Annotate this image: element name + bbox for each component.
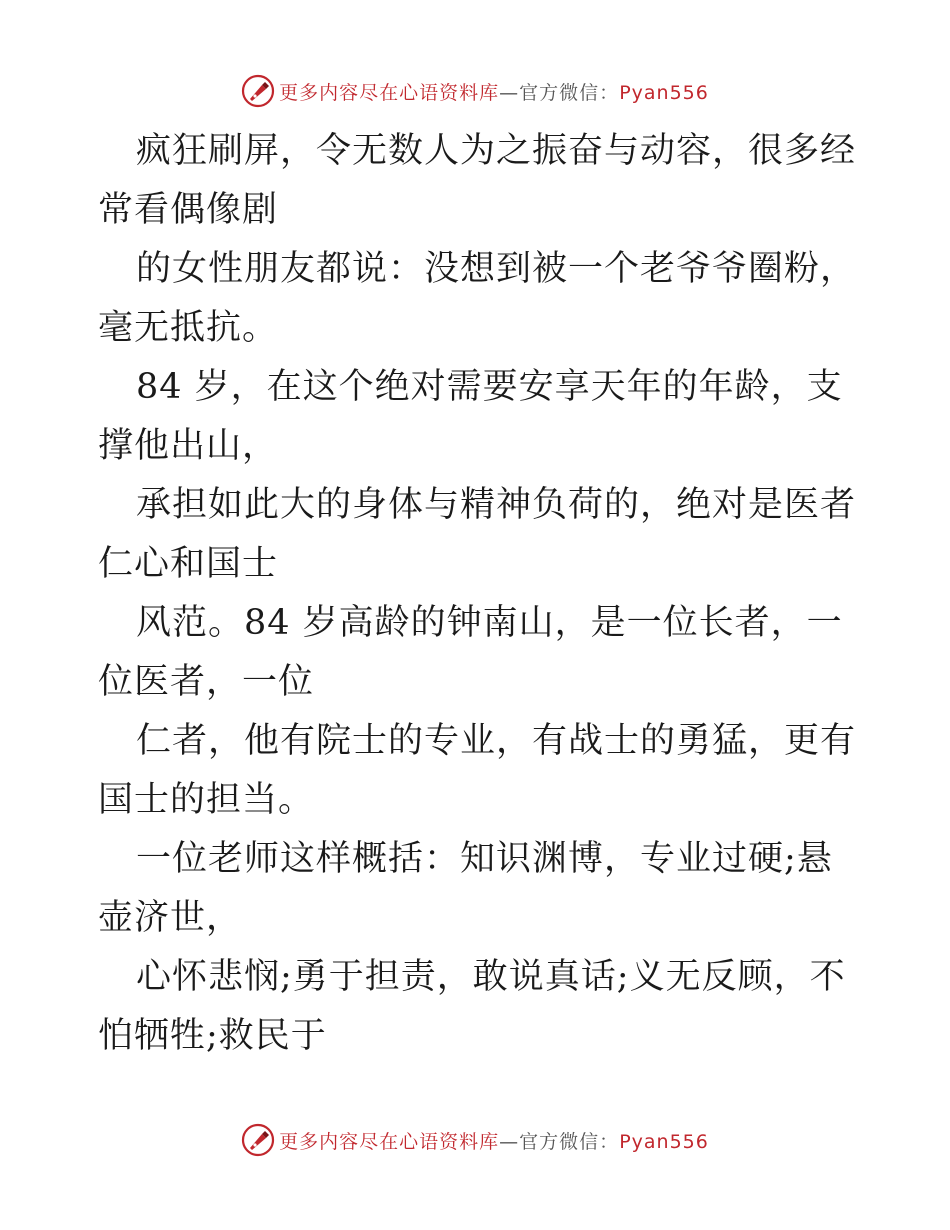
paragraph: 的女性朋友都说：没想到被一个老爷爷圈粉，毫无抵抗。	[98, 249, 857, 348]
banner-separator: —	[499, 1130, 520, 1153]
pen-nib-logo-icon	[241, 74, 275, 108]
footer-banner-text	[279, 1127, 709, 1154]
banner-wechat-label: 官方微信：	[519, 1130, 620, 1153]
article-body	[98, 122, 858, 1066]
paragraph: 疯狂刷屏，令无数人为之振奋与动容，很多经常看偶像剧	[98, 131, 857, 230]
banner-wechat-label: 官方微信：	[519, 81, 620, 104]
paragraph: 承担如此大的身体与精神负荷的，绝对是医者仁心和国士	[98, 485, 857, 584]
paragraph: 心怀悲悯;勇于担责，敢说真话;义无反顾，不怕牺牲;救民于	[98, 957, 846, 1056]
paragraph: 仁者，他有院士的专业，有战士的勇猛，更有国士的担当。	[98, 721, 857, 820]
paragraph: 84 岁，在这个绝对需要安享天年的年龄，支撑他出山，	[98, 367, 843, 466]
header-banner	[0, 71, 950, 111]
banner-site-text: 更多内容尽在心语资料库	[279, 1130, 500, 1153]
pen-nib-logo-icon	[241, 1123, 275, 1157]
banner-site-text: 更多内容尽在心语资料库	[279, 81, 500, 104]
paragraph: 风范。84 岁高龄的钟南山，是一位长者，一位医者，一位	[98, 603, 843, 702]
paragraph: 一位老师这样概括：知识渊博，专业过硬;悬壶济世，	[98, 839, 833, 938]
header-banner-text	[279, 78, 709, 105]
footer-banner	[0, 1120, 950, 1160]
banner-separator: —	[499, 81, 520, 104]
banner-wechat-id: Pyan556	[619, 81, 709, 104]
banner-wechat-id: Pyan556	[619, 1130, 709, 1153]
